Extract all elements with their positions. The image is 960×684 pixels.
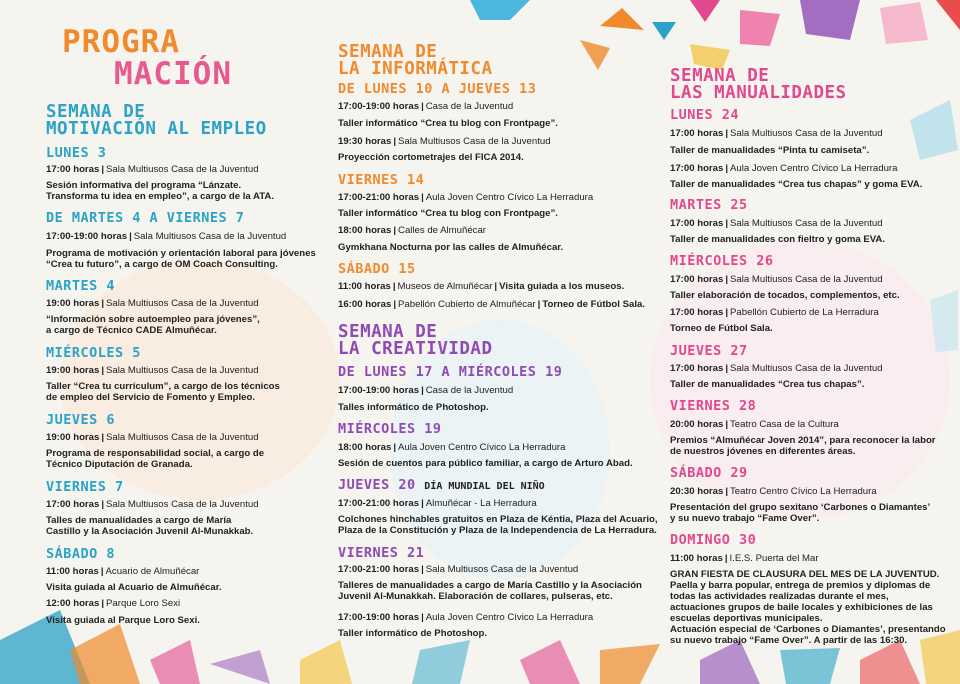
event-time: 19:00 horas — [46, 365, 100, 376]
event-place: Aula Joven Centro Cívico La Herradura — [398, 442, 566, 453]
week-heading-line-2: LA INFORMÁTICA — [338, 59, 493, 79]
event-place: Sala Multiusos Casa de la Juventud — [106, 298, 259, 309]
event-place: Sala Multiusos Casa de la Juventud — [425, 564, 579, 575]
event-place: Sala Multiusos Casa de la Juventud — [730, 128, 883, 139]
event-time-place: 17:00 horas | Sala Multiusos Casa de la Juventud — [670, 128, 883, 139]
event-time: 11:00 horas — [670, 553, 723, 564]
event-description: Taller informático “Crea tu blog con Frontpage”. — [338, 118, 558, 129]
event-description: “Información sobre autoempleo para jóvenes”, a cargo de Técnico CADE Almuñécar. — [46, 314, 260, 336]
week-heading-manualidades — [670, 68, 847, 102]
event-time: 11:00 horas — [338, 281, 391, 292]
day-heading: DOMINGO 30 — [670, 532, 757, 548]
event-place: Aula Joven Centro Cívico La Herradura — [425, 192, 594, 203]
event-place: Aula Joven Centro Cívico La Herradura — [425, 612, 594, 623]
event-time: 11:00 horas — [46, 566, 99, 577]
event-time: 17:00 horas — [670, 163, 724, 174]
day-heading: DE LUNES 17 A MIÉRCOLES 19 — [338, 364, 563, 380]
day-heading: MIÉRCOLES 26 — [670, 253, 774, 269]
event-time: 16:00 horas — [338, 299, 392, 310]
day-heading: VIERNES 7 — [46, 479, 124, 495]
day-heading: JUEVES 27 — [670, 343, 748, 359]
event-description: Taller de manualidades “Pinta tu camiseta”. — [670, 145, 870, 156]
event-place: Pabellón Cubierto de La Herradura — [730, 307, 879, 318]
event-time: 12:00 horas — [46, 598, 100, 609]
event-description: Taller “Crea tu currículum”, a cargo de los técnicos de empleo del Servicio de Fomento y Empleo. — [46, 381, 280, 403]
page-title — [62, 26, 232, 90]
title-line-2: MACIÓN — [114, 56, 232, 92]
day-heading: VIERNES 21 — [338, 545, 425, 561]
event-time-place: 17:00-19:00 horas | Aula Joven Centro Cívico La Herradura — [338, 612, 594, 623]
day-heading: DE LUNES 10 A JUEVES 13 — [338, 81, 537, 97]
day-heading: VIERNES 14 — [338, 172, 425, 188]
week-heading-motivacion — [46, 104, 267, 138]
event-time-place: 20:30 horas | Teatro Centro Cívico La Herradura — [670, 486, 877, 497]
day-heading — [338, 478, 545, 494]
event-place: Teatro Centro Cívico La Herradura — [730, 486, 877, 497]
event-description: Taller de manualidades “Crea tus chapas”. — [670, 379, 865, 390]
event-time-place: 19:00 horas | Sala Multiusos Casa de la Juventud — [46, 298, 259, 309]
event-time-place: 19:30 horas | Sala Multiusos Casa de la Juventud — [338, 136, 551, 147]
week-heading-line-2: MOTIVACIÓN AL EMPLEO — [46, 119, 267, 139]
day-heading: LUNES 24 — [670, 107, 740, 123]
event-description: Torneo de Fútbol Sala. — [670, 323, 773, 334]
week-heading-informatica — [338, 44, 493, 78]
day-heading: VIERNES 28 — [670, 398, 757, 414]
week-heading-line-1: SEMANA DE — [46, 102, 146, 122]
event-time: 17:00 horas — [670, 307, 724, 318]
event-description: Sesión de cuentos para público familiar, a cargo de Arturo Abad. — [338, 458, 633, 469]
event-description: Premios “Almuñécar Joven 2014”, para reconocer la labor de nuestros jóvenes en diferentes áreas. — [670, 435, 936, 457]
event-time-place: 17:00 horas | Pabellón Cubierto de La Herradura — [670, 307, 879, 318]
event-place: Museos de Almuñécar — [397, 281, 493, 292]
day-heading: LUNES 3 — [46, 145, 107, 161]
event-time: 20:00 horas — [670, 419, 724, 430]
event-time-place: 17:00 horas | Sala Multiusos Casa de la Juventud — [670, 218, 883, 229]
event-description: Talles de manualidades a cargo de María Castillo y la Asociación Juvenil Al-Munakkab. — [46, 515, 254, 537]
event-time-place: 17:00 horas | Sala Multiusos Casa de la Juventud — [46, 499, 259, 510]
event-time: 17:00-19:00 horas — [338, 101, 420, 112]
event-description: Taller informático “Crea tu blog con Frontpage”. — [338, 208, 558, 219]
event-time-place: 12:00 horas | Parque Loro Sexi — [46, 598, 181, 609]
event-time: 17:00-19:00 horas — [338, 612, 420, 623]
event-time: 18:00 horas — [338, 225, 392, 236]
event-time: 19:30 horas — [338, 136, 392, 147]
day-heading: DE MARTES 4 A VIERNES 7 — [46, 210, 245, 226]
week-heading-line-1: SEMANA DE — [338, 42, 438, 62]
event-time-place: 17:00 horas | Sala Multiusos Casa de la Juventud — [670, 363, 883, 374]
event-place: Sala Multiusos Casa de la Juventud — [106, 432, 259, 443]
event-description: Visita guiada al Acuario de Almuñécar. — [46, 582, 222, 593]
day-heading: SÁBADO 15 — [338, 261, 416, 277]
week-heading-line-2: LAS MANUALIDADES — [670, 83, 847, 103]
event-time-place: 20:00 horas | Teatro Casa de la Cultura — [670, 419, 839, 430]
event-place: Sala Multiusos Casa de la Juventud — [730, 363, 883, 374]
event-place: Acuario de Almuñécar — [105, 566, 200, 577]
event-time-place: 17:00 horas | Sala Multiusos Casa de la Juventud — [46, 164, 259, 175]
event-description: Programa de responsabilidad social, a cargo de Técnico Diputación de Granada. — [46, 448, 265, 470]
event-place: Sala Multiusos Casa de la Juventud — [106, 365, 259, 376]
event-time: 17:00-19:00 horas — [338, 385, 420, 396]
event-place: Casa de la Juventud — [425, 385, 514, 396]
event-time: 17:00 horas — [670, 363, 724, 374]
event-place: Sala Multiusos Casa de la Juventud — [398, 136, 551, 147]
week-heading-creatividad — [338, 324, 493, 358]
event-time: 17:00 horas — [670, 128, 724, 139]
event-place: Sala Multiusos Casa de la Juventud — [730, 274, 883, 285]
event-description: Sesión informativa del programa “Lánzate. Transforma tu idea en empleo”, a cargo de la ATA. — [46, 180, 274, 202]
event-description: Taller de manualidades “Crea tus chapas” y goma EVA. — [670, 179, 923, 190]
event-description: Taller de manualidades con fieltro y goma EVA. — [670, 234, 886, 245]
title-line-1: PROGRA — [62, 24, 180, 60]
event-time-place: 17:00-21:00 horas | Almuñécar - La Herradura — [338, 498, 537, 509]
event-time-place: 18:00 horas | Aula Joven Centro Cívico La Herradura — [338, 442, 566, 453]
event-place: I.E.S. Puerta del Mar — [729, 553, 819, 564]
event-place: Sala Multiusos Casa de la Juventud — [730, 218, 883, 229]
event-description: Taller elaboración de tocados, complementos, etc. — [670, 290, 900, 301]
event-activity: Torneo de Fútbol Sala. — [542, 299, 646, 310]
event-time: 17:00-19:00 horas — [46, 231, 128, 242]
event-time-place: 19:00 horas | Sala Multiusos Casa de la Juventud — [46, 432, 259, 443]
event-time: 17:00-21:00 horas — [338, 192, 420, 203]
event-time: 17:00 horas — [670, 218, 724, 229]
event-description: Programa de motivación y orientación laboral para jóvenes “Crea tu futuro”, a cargo de OM Coach Consulting. — [46, 248, 316, 270]
day-heading: SÁBADO 29 — [670, 465, 748, 481]
day-heading: MIÉRCOLES 5 — [46, 345, 141, 361]
day-heading-text: JUEVES 20 — [338, 477, 416, 493]
week-heading-line-1: SEMANA DE — [670, 66, 770, 86]
event-time: 20:30 horas — [670, 486, 724, 497]
week-heading-line-1: SEMANA DE — [338, 322, 438, 342]
day-heading: MIÉRCOLES 19 — [338, 421, 442, 437]
event-time-place: 17:00-19:00 horas | Sala Multiusos Casa de la Juventud — [46, 231, 287, 242]
event-time-place: 17:00-21:00 horas | Sala Multiusos Casa de la Juventud — [338, 564, 579, 575]
event-time: 19:00 horas — [46, 432, 100, 443]
event-description: GRAN FIESTA DE CLAUSURA DEL MES DE LA JUVENTUD. Paella y barra popular, entrega de premios y diplomas de todas las actividades realizadas durante el mes, actuaciones grupos de baile locales y exhibiciones de las escuelas deportivas municipales. Actuación especial de ‘Carbones o Diamantes’, presentando su nuevo trabajo “Fame Over”. A partir de las 16:30. — [670, 569, 946, 646]
week-heading-line-2: LA CREATIVIDAD — [338, 339, 493, 359]
event-description: Gymkhana Nocturna por las calles de Almuñécar. — [338, 242, 564, 253]
event-time-place: 17:00-19:00 horas | Casa de la Juventud — [338, 101, 514, 112]
event-description: Colchones hinchables gratuitos en Plaza de Kéntia, Plaza del Acuario, Plaza de la Constitución y Plaza de la Independencia de La Herradura. — [338, 514, 658, 536]
event-place: Almuñécar - La Herradura — [425, 498, 537, 509]
event-place: Casa de la Juventud — [425, 101, 514, 112]
day-heading: MARTES 25 — [670, 197, 748, 213]
event-time-place: 17:00-19:00 horas | Casa de la Juventud — [338, 385, 514, 396]
event-time-place: 11:00 horas | Acuario de Almuñécar — [46, 566, 200, 577]
event-time-place: 17:00 horas | Aula Joven Centro Cívico La Herradura — [670, 163, 898, 174]
event-time-place: 11:00 horas | I.E.S. Puerta del Mar — [670, 553, 819, 564]
event-time-place: 19:00 horas | Sala Multiusos Casa de la Juventud — [46, 365, 259, 376]
event-activity: Visita guiada a los museos. — [499, 281, 625, 292]
event-time: 17:00 horas — [46, 499, 100, 510]
day-heading: SÁBADO 8 — [46, 546, 116, 562]
event-place: Sala Multiusos Casa de la Juventud — [106, 164, 259, 175]
day-heading: MARTES 4 — [46, 278, 116, 294]
day-subtitle: DÍA MUNDIAL DEL NIÑO — [424, 481, 545, 492]
event-time: 17:00 horas — [670, 274, 724, 285]
event-time-place: 16:00 horas | Pabellón Cubierto de Almuñécar | Torneo de Fútbol Sala. — [338, 299, 646, 310]
event-place: Sala Multiusos Casa de la Juventud — [133, 231, 287, 242]
event-time-place: 18:00 horas | Calles de Almuñécar — [338, 225, 487, 236]
event-time-place: 11:00 horas | Museos de Almuñécar | Visita guiada a los museos. — [338, 281, 625, 292]
event-place: Sala Multiusos Casa de la Juventud — [106, 499, 259, 510]
event-place: Teatro Casa de la Cultura — [730, 419, 839, 430]
event-time: 19:00 horas — [46, 298, 100, 309]
day-heading: JUEVES 6 — [46, 412, 116, 428]
event-place: Pabellón Cubierto de Almuñécar — [398, 299, 536, 310]
event-time: 17:00 horas — [46, 164, 100, 175]
event-description: Visita guiada al Parque Loro Sexi. — [46, 615, 200, 626]
event-time-place: 17:00-21:00 horas | Aula Joven Centro Cívico La Herradura — [338, 192, 594, 203]
event-time: 18:00 horas — [338, 442, 392, 453]
event-time: 17:00-21:00 horas — [338, 564, 420, 575]
event-description: Presentación del grupo sexitano ‘Carbones o Diamantes’ y su nuevo trabajo “Fame Over”. — [670, 502, 931, 524]
event-time-place: 17:00 horas | Sala Multiusos Casa de la Juventud — [670, 274, 883, 285]
event-place: Parque Loro Sexi — [106, 598, 181, 609]
event-description: Taller informático de Photoshop. — [338, 628, 488, 639]
event-description: Proyección cortometrajes del FICA 2014. — [338, 152, 524, 163]
event-description: Talleres de manualidades a cargo de María Castillo y la Asociación Juvenil Al-Munakkah. Elaboración de collares, pulseras, etc. — [338, 580, 642, 602]
event-description: Talles informático de Photoshop. — [338, 402, 489, 413]
event-place: Calles de Almuñécar — [398, 225, 487, 236]
event-place: Aula Joven Centro Cívico La Herradura — [730, 163, 898, 174]
event-time: 17:00-21:00 horas — [338, 498, 420, 509]
